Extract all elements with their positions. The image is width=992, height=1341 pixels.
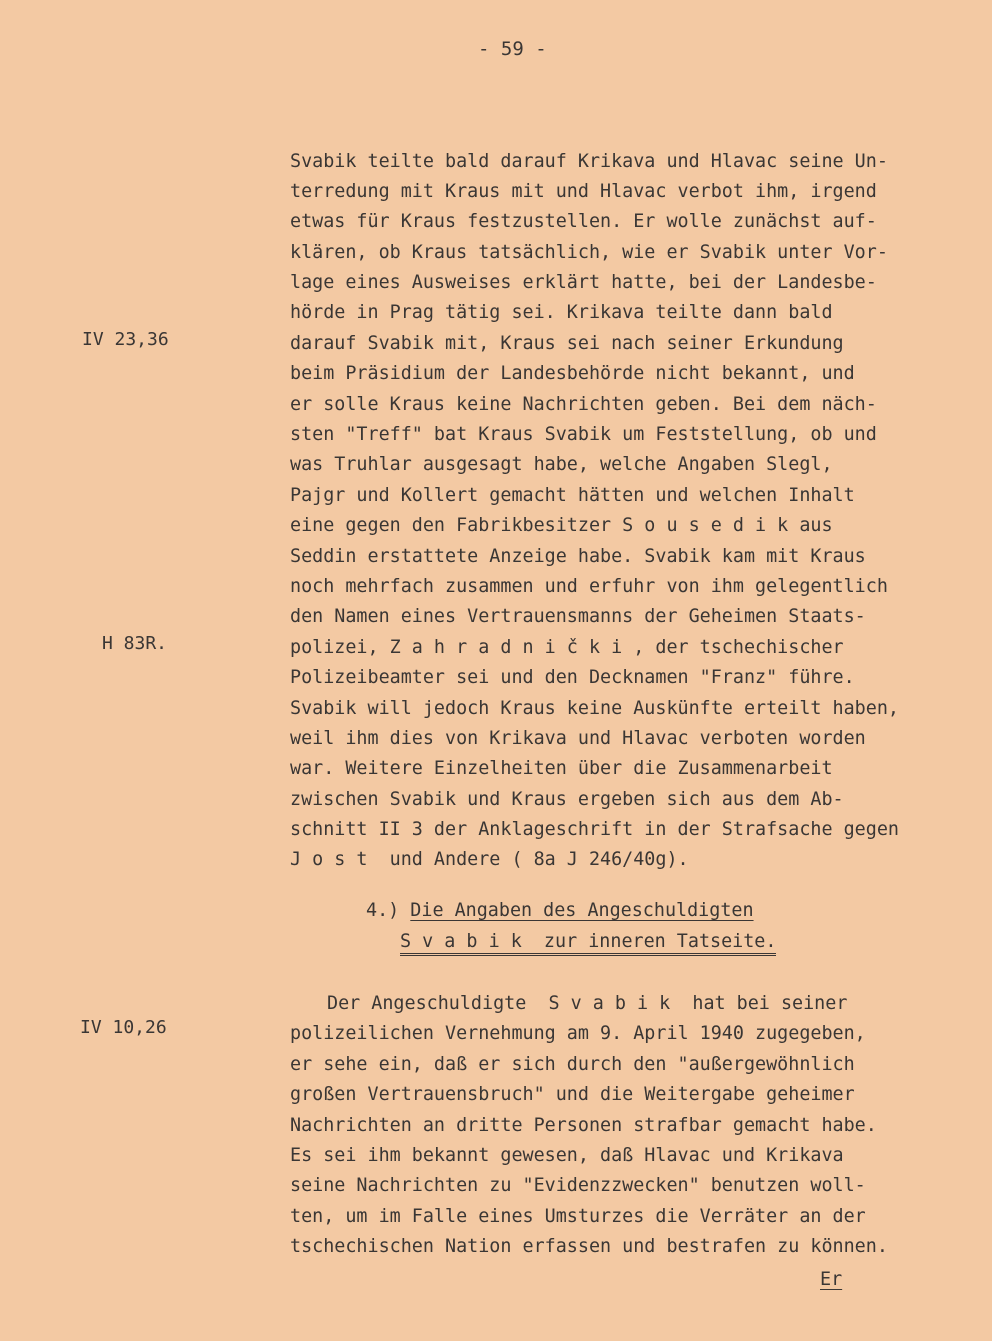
body-line: terredung mit Kraus mit und Hlavac verbot ihm, irgend — [290, 181, 877, 202]
body-line: den Namen eines Vertrauensmanns der Geheimen Staats- — [290, 606, 866, 627]
body-line: darauf Svabik mit, Kraus sei nach seiner Erkundung — [290, 333, 844, 354]
body-line: tschechischen Nation erfassen und bestrafen zu können. — [290, 1236, 888, 1257]
body-line: lage eines Ausweises erklärt hatte, bei der Landesbe- — [290, 272, 877, 293]
body-line: klären, ob Kraus tatsächlich, wie er Svabik unter Vor- — [290, 242, 888, 263]
section-title-cont: S v a b i k zur inneren Tatseite. — [400, 932, 776, 956]
body-line: J o s t und Andere ( 8a J 246/40g). — [290, 849, 689, 870]
body-line: er solle Kraus keine Nachrichten geben. Bei dem näch- — [290, 394, 877, 415]
margin-note: H 83R. — [102, 633, 168, 654]
body-line: noch mehrfach zusammen und erfuhr von ihm gelegentlich — [290, 576, 888, 597]
body-line: was Truhlar ausgesagt habe, welche Angaben Slegl, — [290, 454, 833, 475]
body-line: beim Präsidium der Landesbehörde nicht bekannt, und — [290, 363, 855, 384]
body-line: zwischen Svabik und Kraus ergeben sich aus dem Ab- — [290, 789, 844, 810]
section-number: 4.) — [366, 900, 400, 921]
body-line: weil ihm dies von Krikava und Hlavac verboten worden — [290, 728, 866, 749]
catchword — [820, 1270, 842, 1290]
body-line: hörde in Prag tätig sei. Krikava teilte dann bald — [290, 302, 833, 323]
body-line: Polizeibeamter sei und den Decknamen "Franz" führe. — [290, 667, 855, 688]
section-heading-line1 — [366, 901, 754, 921]
body-line: schnitt II 3 der Anklageschrift in der Strafsache gegen — [290, 819, 899, 840]
body-line: Svabik teilte bald darauf Krikava und Hlavac seine Un- — [290, 151, 888, 172]
body-line: Pajgr und Kollert gemacht hätten und welchen Inhalt — [290, 485, 855, 506]
body-line: seine Nachrichten zu "Evidenzzwecken" benutzen woll- — [290, 1175, 866, 1196]
body-line: sten "Treff" bat Kraus Svabik um Feststellung, ob und — [290, 424, 877, 445]
section-title: Die Angaben des Angeschuldigten — [410, 900, 754, 921]
body-line: Svabik will jedoch Kraus keine Auskünfte erteilt haben, — [290, 698, 899, 719]
body-line: Der Angeschuldigte S v a b i k hat bei seiner — [327, 993, 848, 1014]
body-line: polizeilichen Vernehmung am 9. April 1940 zugegeben, — [290, 1023, 866, 1044]
body-line: großen Vertrauensbruch" und die Weitergabe geheimer — [290, 1084, 855, 1105]
body-line: eine gegen den Fabrikbesitzer S o u s e d i k aus — [290, 515, 833, 536]
body-line: er sehe ein, daß er sich durch den "außergewöhnlich — [290, 1054, 855, 1075]
section-heading-line2 — [400, 932, 776, 956]
margin-note: IV 23,36 — [82, 329, 169, 350]
body-line: polizei, Z a h r a d n i č k i , der tschechischer — [290, 637, 844, 658]
page-number: - 59 - — [478, 38, 547, 60]
body-line: war. Weitere Einzelheiten über die Zusammenarbeit — [290, 758, 833, 779]
catchword-text: Er — [820, 1269, 843, 1290]
body-line: etwas für Kraus festzustellen. Er wolle zunächst auf- — [290, 211, 877, 232]
body-line: Seddin erstattete Anzeige habe. Svabik kam mit Kraus — [290, 546, 866, 567]
body-line: Nachrichten an dritte Personen strafbar gemacht habe. — [290, 1115, 877, 1136]
body-line: ten, um im Falle eines Umsturzes die Verräter an der — [290, 1206, 866, 1227]
body-line: Es sei ihm bekannt gewesen, daß Hlavac und Krikava — [290, 1145, 844, 1166]
margin-note: IV 10,26 — [80, 1017, 167, 1038]
